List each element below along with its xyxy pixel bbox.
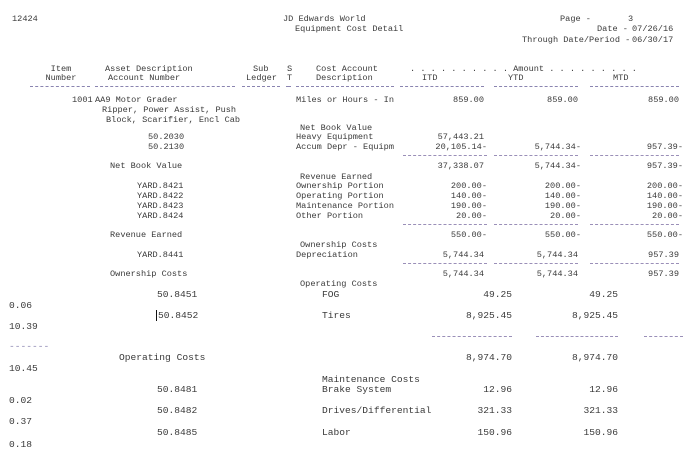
nbv-account: 50.2130 [148,142,185,152]
maintenance-wrap-value: 0.37 [9,416,33,427]
col-rule [30,86,90,87]
col-cost-l1: Cost Account [316,64,378,74]
maintenance-itd: 150.96 [477,427,512,438]
revenue-total-ytd: 550.00- [544,230,581,240]
maintenance-wrap-value: 0.18 [9,439,33,450]
col-asset-l2: Account Number [108,73,181,83]
nbv-account: 50.2030 [148,132,185,142]
maintenance-desc: Brake System [322,384,392,395]
miles-itd: 859.00 [453,95,484,105]
subtotal-rule [536,336,618,337]
operating-section: Operating Costs [300,279,378,289]
ownership-account: YARD.8441 [137,250,184,260]
col-st-l2: T [287,73,293,83]
revenue-total-label: Revenue Earned [110,230,183,240]
col-rule [590,86,679,87]
operating-total-itd: 8,974.70 [465,352,512,363]
operating-wrap-value: 0.06 [9,300,33,311]
col-amount-header: . . . . . . . . . . Amount . . . . . . . . . [410,64,637,74]
ownership-itd: 5,744.34 [442,250,484,260]
nbv-itd: 20,105.14- [435,142,487,152]
maintenance-itd: 321.33 [477,405,512,416]
col-st-l1: S [287,64,293,74]
operating-itd: 49.25 [483,289,512,300]
revenue-ytd: 140.00- [544,191,581,201]
subtotal-rule [403,263,487,264]
subtotal-rule [494,224,578,225]
subtotal-rule [644,336,683,337]
revenue-section: Revenue Earned [300,172,373,182]
ownership-total-ytd: 5,744.34 [536,269,578,279]
col-rule [286,86,291,87]
subtotal-rule [403,224,487,225]
col-ytd: YTD [508,73,524,83]
wrap-dash: ------- [9,341,50,352]
revenue-account: YARD.8422 [137,191,184,201]
col-item-l1: Item [50,64,72,74]
operating-total-label: Operating Costs [119,352,206,363]
col-asset-l1: Asset Description [105,64,193,74]
nbv-mtd: 957.39- [646,142,683,152]
maintenance-account: 50.8481 [157,384,198,395]
asset-desc-2: Ripper, Power Assist, Push [102,105,237,115]
revenue-total-mtd: 550.00- [646,230,683,240]
subtotal-rule [590,224,679,225]
subtotal-rule [403,155,487,156]
revenue-itd: 20.00- [456,211,487,221]
miles-label: Miles or Hours - In [296,95,394,105]
ownership-total-label: Ownership Costs [110,269,188,279]
revenue-itd: 140.00- [450,191,487,201]
ownership-section: Ownership Costs [300,240,378,250]
revenue-mtd: 140.00- [646,191,683,201]
revenue-account: YARD.8423 [137,201,184,211]
revenue-mtd: 190.00- [646,201,683,211]
date-label: Date - [597,24,628,34]
nbv-total-ytd: 5,744.34- [534,161,581,171]
operating-ytd: 8,925.45 [571,310,618,321]
revenue-ytd: 20.00- [550,211,581,221]
text-cursor [156,310,157,321]
ownership-desc: Depreciation [296,250,358,260]
col-cost-l2: Description [316,73,373,83]
nbv-desc: Accum Depr - Equipm [296,142,394,152]
col-rule [242,86,280,87]
maintenance-desc: Labor [322,427,351,438]
asset-desc-1: AA9 Motor Grader [95,95,178,105]
asset-desc-3: Block, Scarifier, Encl Cab [106,115,241,125]
maintenance-desc: Drives/Differential [322,405,432,416]
maintenance-ytd: 150.96 [583,427,618,438]
revenue-desc: Ownership Portion [296,181,384,191]
operating-itd: 8,925.45 [465,310,512,321]
operating-desc: Tires [322,310,351,321]
maintenance-ytd: 12.96 [589,384,618,395]
page-label: Page - [560,14,591,24]
operating-account: 50.8452 [158,310,199,321]
ownership-ytd: 5,744.34 [536,250,578,260]
operating-wrap-value: 10.39 [9,321,38,332]
miles-mtd: 859.00 [648,95,679,105]
ownership-mtd: 957.39 [648,250,679,260]
nbv-itd: 57,443.21 [437,132,484,142]
ownership-total-mtd: 957.39 [648,269,679,279]
item-number: 1001 [72,95,93,105]
maintenance-section: Maintenance Costs [322,374,420,385]
report-id: 12424 [12,14,38,24]
revenue-total-itd: 550.00- [450,230,487,240]
revenue-mtd: 20.00- [652,211,683,221]
operating-account: 50.8451 [157,289,198,300]
nbv-ytd: 5,744.34- [534,142,581,152]
system-name: JD Edwards World [283,14,366,24]
maintenance-account: 50.8482 [157,405,198,416]
nbv-total-label: Net Book Value [110,161,183,171]
revenue-desc: Maintenance Portion [296,201,394,211]
maintenance-account: 50.8485 [157,427,198,438]
revenue-ytd: 190.00- [544,201,581,211]
through-date: 06/30/17 [632,35,674,45]
revenue-desc: Operating Portion [296,191,384,201]
subtotal-rule [494,155,578,156]
revenue-account: YARD.8424 [137,211,184,221]
ownership-total-itd: 5,744.34 [442,269,484,279]
col-item-l2: Number [45,73,77,83]
operating-total-ytd: 8,974.70 [571,352,618,363]
through-label: Through Date/Period - [522,35,631,45]
col-sub-l1: Sub [253,64,269,74]
subtotal-rule [590,155,679,156]
nbv-total-mtd: 957.39- [646,161,683,171]
revenue-itd: 200.00- [450,181,487,191]
col-sub-l2: Ledger [246,73,277,83]
operating-ytd: 49.25 [589,289,618,300]
col-mtd: MTD [613,73,629,83]
col-rule [400,86,484,87]
revenue-desc: Other Portion [296,211,364,221]
nbv-section: Net Book Value [300,123,373,133]
subtotal-rule [494,263,578,264]
operating-desc: FOG [322,289,340,300]
col-rule [296,86,394,87]
maintenance-itd: 12.96 [483,384,512,395]
subtotal-rule [432,336,512,337]
miles-ytd: 859.00 [547,95,578,105]
col-rule [494,86,578,87]
revenue-ytd: 200.00- [544,181,581,191]
revenue-mtd: 200.00- [646,181,683,191]
date-value: 07/26/16 [632,24,674,34]
col-itd: ITD [422,73,438,83]
nbv-desc: Heavy Equipment [296,132,374,142]
revenue-account: YARD.8421 [137,181,184,191]
subtotal-rule [590,263,679,264]
operating-total-wrap: 10.45 [9,363,38,374]
nbv-total-itd: 37,338.07 [437,161,484,171]
page-number: 3 [628,14,634,24]
report-title: Equipment Cost Detail [295,24,404,34]
maintenance-wrap-value: 0.02 [9,395,33,406]
revenue-itd: 190.00- [450,201,487,211]
maintenance-ytd: 321.33 [583,405,618,416]
col-rule [95,86,235,87]
